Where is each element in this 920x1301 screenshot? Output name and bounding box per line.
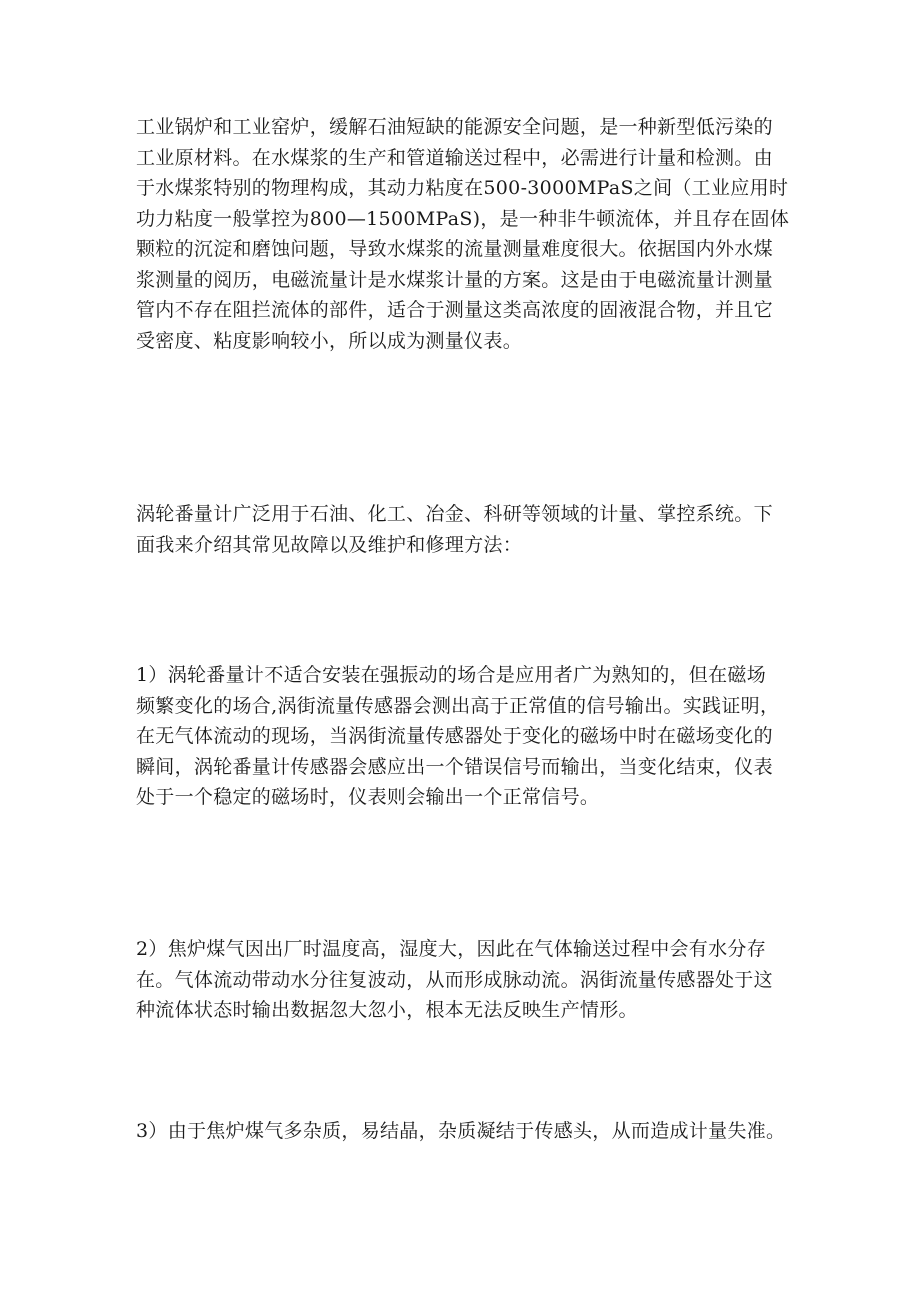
text-line: 于水煤浆特别的物理构成，其动力粘度在500-3000MPaS之间（工业应用时 bbox=[136, 177, 789, 199]
paragraph-turbine-intro bbox=[136, 499, 790, 560]
text-line: 1）涡轮番量计不适合安装在强振动的场合是应用者广为熟知的，但在磁场 bbox=[136, 664, 766, 686]
text-line: 在。气体流动带动水分往复波动，从而形成脉动流。涡街流量传感器处于这 bbox=[136, 968, 773, 991]
text-line: 工业原材料。在水煤浆的生产和管道输送过程中，必需进行计量和检测。由 bbox=[136, 146, 773, 169]
text-line: 3）由于焦炉煤气多杂质，易结晶，杂质凝结于传感头，从而造成计量失准。 bbox=[136, 1120, 786, 1142]
text-line: 受密度、粘度影响较小，所以成为测量仪表。 bbox=[136, 329, 523, 352]
text-line: 2）焦炉煤气因出厂时温度高，湿度大，因此在气体输送过程中会有水分存 bbox=[136, 938, 766, 960]
text-line: 涡轮番量计广泛用于石油、化工、冶金、科研等领域的计量、掌控系统。下 bbox=[136, 503, 773, 525]
text-line: 瞬间，涡轮番量计传感器会感应出一个错误信号而输出，当变化结束，仪表 bbox=[136, 755, 773, 778]
paragraph-coal-water-slurry bbox=[136, 112, 790, 356]
paragraph-fault-3 bbox=[136, 1116, 790, 1147]
text-line: 处于一个稳定的磁场时，仪表则会输出一个正常信号。 bbox=[136, 786, 600, 808]
text-line: 工业锅炉和工业窑炉，缓解石油短缺的能源安全问题，是一种新型低污染的 bbox=[136, 116, 773, 138]
paragraph-fault-2 bbox=[136, 934, 790, 1026]
text-line: 浆测量的阅历，电磁流量计是水煤浆计量的方案。这是由于电磁流量计测量 bbox=[136, 268, 773, 291]
text-line: 管内不存在阻拦流体的部件，适合于测量这类高浓度的固液混合物，并且它 bbox=[136, 299, 773, 321]
text-line: 面我来介绍其常见故障以及维护和修理方法： bbox=[136, 533, 523, 556]
text-line: 颗粒的沉淀和磨蚀问题，导致水煤浆的流量测量难度很大。依据国内外水煤 bbox=[136, 238, 773, 260]
paragraph-fault-1 bbox=[136, 660, 790, 813]
text-line: 种流体状态时输出数据忽大忽小，根本无法反映生产情形。 bbox=[136, 999, 638, 1021]
text-line: 在无气体流动的现场，当涡街流量传感器处于变化的磁场中时在磁场变化的 bbox=[136, 725, 773, 747]
text-line: 功力粘度一般掌控为800—1500MPaS)，是一种非牛顿流体，并且存在固体 bbox=[136, 207, 790, 230]
text-line: 频繁变化的场合,涡街流量传感器会测出高于正常值的信号输出。实践证明， bbox=[136, 694, 780, 717]
